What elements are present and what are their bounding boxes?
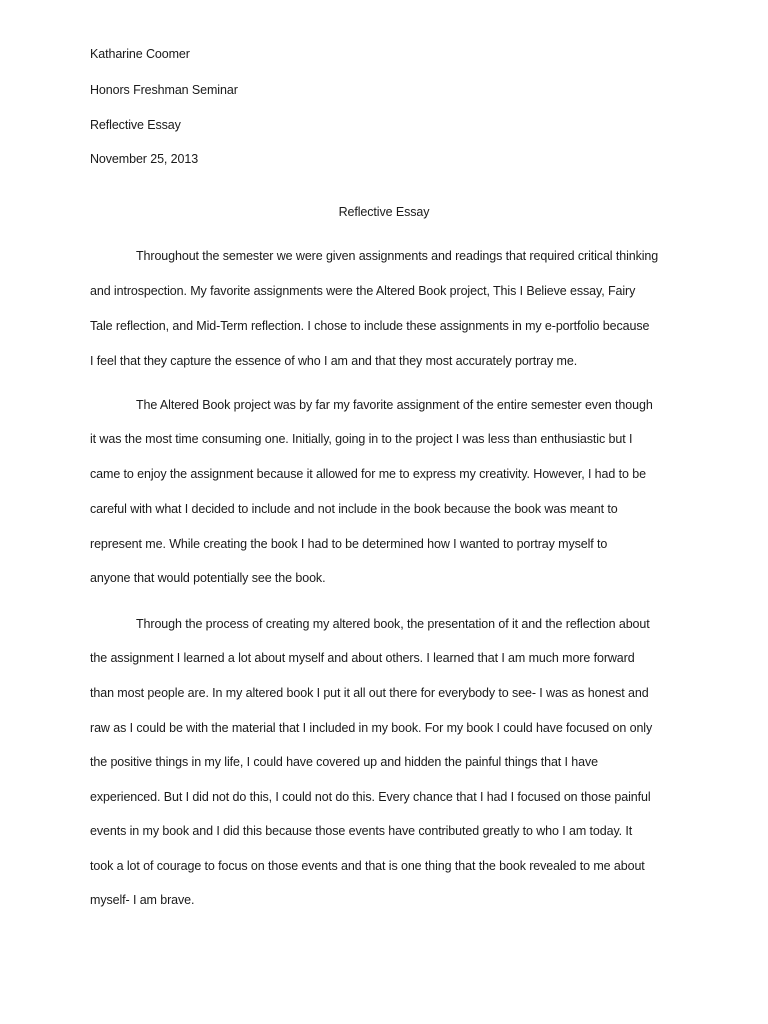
paragraph-line: Through the process of creating my altered book, the presentation of it and the reflection about <box>136 617 650 631</box>
author-name: Katharine Coomer <box>90 47 190 61</box>
paragraph-line: experienced. But I did not do this, I could not do this. Every chance that I had I focused on those painful <box>90 790 651 804</box>
paragraph-line: events in my book and I did this because those events have contributed greatly to who I am today. It <box>90 824 633 838</box>
assignment-name: Reflective Essay <box>90 118 181 132</box>
course-name: Honors Freshman Seminar <box>90 83 238 97</box>
paragraph-line: than most people are. In my altered book I put it all out there for everybody to see- I was as honest and <box>90 686 649 700</box>
paragraph-line: it was the most time consuming one. Initially, going in to the project I was less than enthusiastic but I <box>90 432 633 446</box>
paragraph-line: anyone that would potentially see the book. <box>90 571 326 585</box>
paragraph-line: represent me. While creating the book I had to be determined how I wanted to portray myself to <box>90 537 608 551</box>
paragraph-line: took a lot of courage to focus on those events and that is one thing that the book revealed to me about <box>90 859 645 873</box>
essay-title: Reflective Essay <box>338 205 430 219</box>
paragraph-line: I feel that they capture the essence of who I am and that they most accurately portray me. <box>90 354 578 368</box>
paragraph-line: the assignment I learned a lot about myself and about others. I learned that I am much more forward <box>90 651 635 665</box>
paragraph-line: and introspection. My favorite assignments were the Altered Book project, This I Believe essay, Fairy <box>90 284 636 298</box>
paragraph-line: raw as I could be with the material that I included in my book. For my book I could have focused on only <box>90 721 653 735</box>
document-date: November 25, 2013 <box>90 152 199 166</box>
paragraph-line: came to enjoy the assignment because it allowed for me to express my creativity. However, I had to be <box>90 467 646 481</box>
paragraph-line: The Altered Book project was by far my favorite assignment of the entire semester even though <box>136 398 653 412</box>
paragraph-line: myself- I am brave. <box>90 893 195 907</box>
paragraph-line: Throughout the semester we were given assignments and readings that required critical thinking <box>136 249 659 263</box>
paragraph-line: the positive things in my life, I could have covered up and hidden the painful things that I have <box>90 755 598 769</box>
paragraph-line: careful with what I decided to include and not include in the book because the book was meant to <box>90 502 618 516</box>
paragraph-line: Tale reflection, and Mid-Term reflection. I chose to include these assignments in my e-portfolio because <box>90 319 650 333</box>
